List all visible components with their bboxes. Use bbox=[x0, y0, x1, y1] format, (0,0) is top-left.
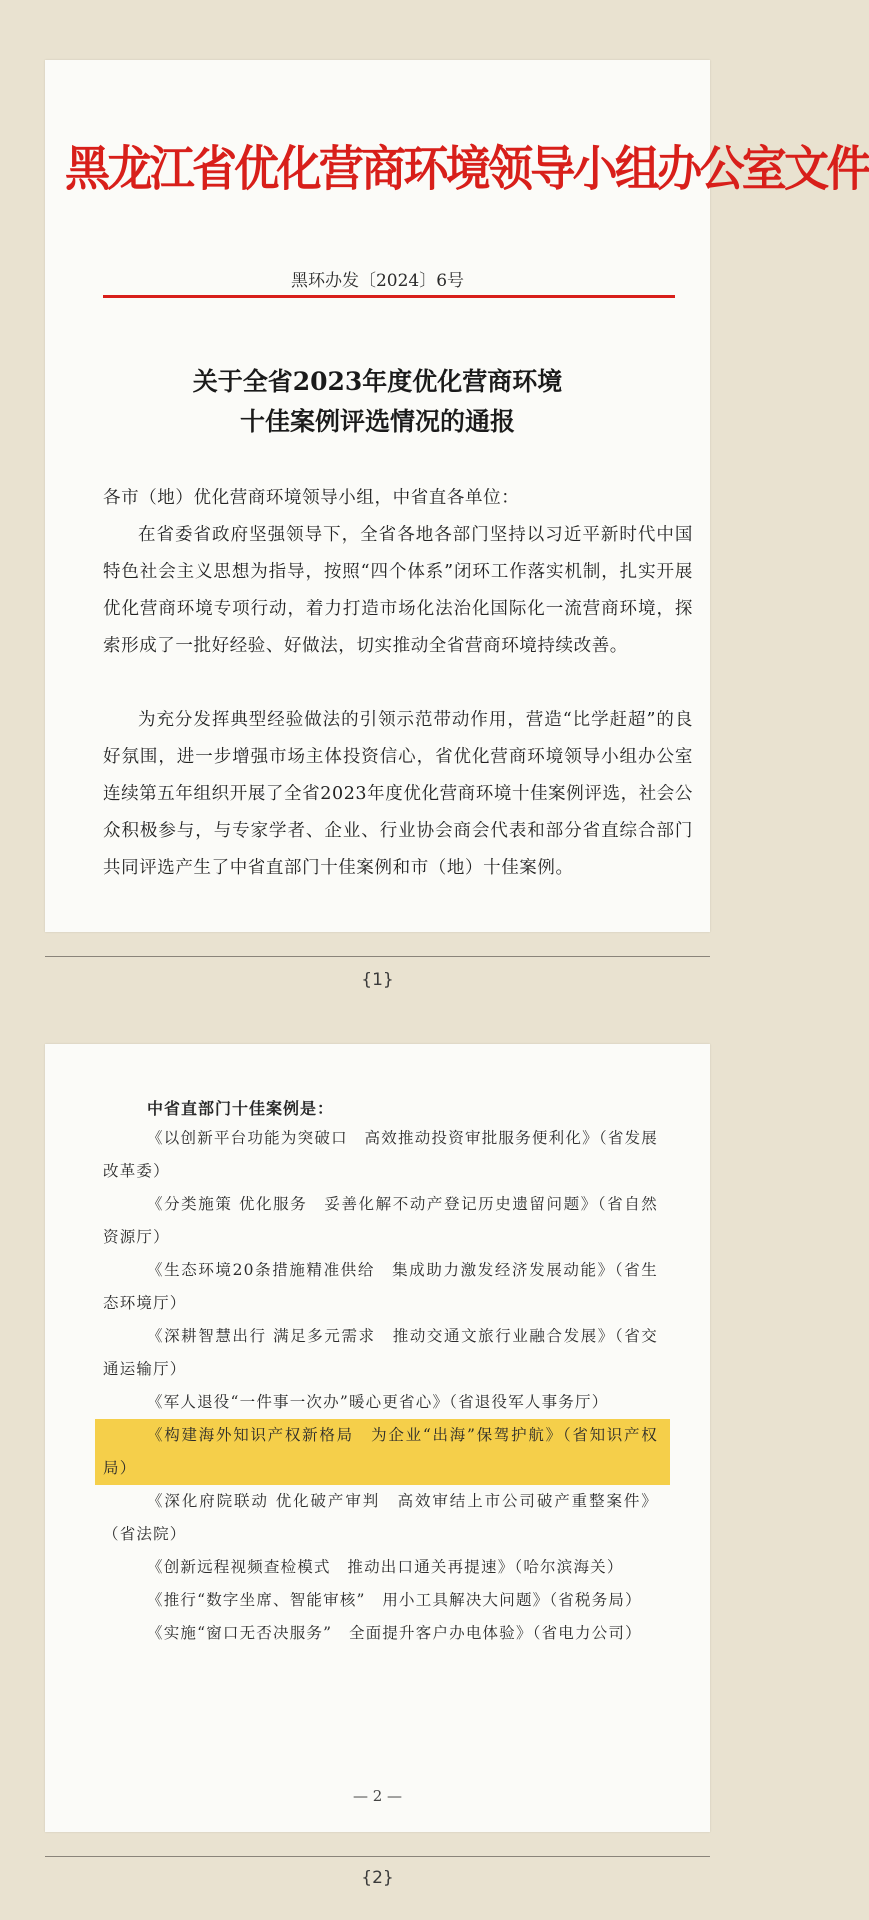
document-red-header: 黑龙江省优化营商环境领导小组办公室文件 bbox=[64, 141, 869, 197]
case-item: 《推行“数字坐席、智能审核” 用小工具解决大问题》（省税务局） bbox=[147, 1591, 642, 1609]
case-item: 《生态环境20条措施精准供给 集成助力激发经济发展动能》（省生态环境厅） bbox=[103, 1261, 658, 1312]
title-line-1: 关于全省2023年度优化营商环境 bbox=[192, 367, 563, 396]
caption-divider-1 bbox=[45, 956, 710, 957]
page-caption-1: {1} bbox=[361, 970, 394, 990]
document-title bbox=[45, 362, 710, 442]
case-list-heading: 中省直部门十佳案例是： bbox=[147, 1099, 335, 1118]
document-page-2 bbox=[45, 1044, 710, 1832]
case-item: 《军人退役“一件事一次办”暖心更省心》（省退役军人事务厅） bbox=[147, 1393, 609, 1411]
document-page-1 bbox=[45, 60, 869, 932]
case-item: 《深化府院联动 优化破产审判 高效审结上市公司破产重整案件》（省法院） bbox=[103, 1492, 658, 1543]
case-item: 《创新远程视频查检模式 推动出口通关再提速》（哈尔滨海关） bbox=[147, 1558, 624, 1576]
salutation: 各市（地）优化营商环境领导小组，中省直各单位： bbox=[103, 488, 520, 508]
page-caption-2: {2} bbox=[361, 1868, 394, 1888]
case-item-highlighted: 《构建海外知识产权新格局 为企业“出海”保驾护航》（省知识产权局） bbox=[95, 1419, 670, 1485]
case-item: 《分类施策 优化服务 妥善化解不动产登记历史遗留问题》（省自然资源厅） bbox=[103, 1195, 658, 1246]
case-list bbox=[103, 1122, 658, 1650]
case-item: 《实施“窗口无否决服务” 全面提升客户办电体验》（省电力公司） bbox=[147, 1624, 642, 1642]
title-line-2: 十佳案例评选情况的通报 bbox=[239, 407, 515, 436]
page-number: — 2 — bbox=[352, 1787, 403, 1805]
document-number: 黑环办发〔2024〕6号 bbox=[290, 271, 465, 291]
case-item: 《深耕智慧出行 满足多元需求 推动交通文旅行业融合发展》（省交通运输厅） bbox=[103, 1327, 658, 1378]
paragraph-2: 为充分发挥典型经验做法的引领示范带动作用，营造“比学赶超”的良好氛围，进一步增强市场主体投资信心，省优化营商环境领导小组办公室连续第五年组织开展了全省2023年度优化营商环境十佳案例评选，社会公众积极参与，与专家学者、企业、行业协会商会代表和部分省直综合部门共同评选产生了中省直部门十佳案例和市（地）十佳案例。 bbox=[103, 710, 693, 878]
caption-divider-2 bbox=[45, 1856, 710, 1857]
red-divider-line bbox=[103, 295, 675, 298]
paragraph-1: 在省委省政府坚强领导下，全省各地各部门坚持以习近平新时代中国特色社会主义思想为指导，按照“四个体系”闭环工作落实机制，扎实开展优化营商环境专项行动，着力打造市场化法治化国际化一流营商环境，探索形成了一批好经验、好做法，切实推动全省营商环境持续改善。 bbox=[103, 525, 693, 656]
case-item: 《以创新平台功能为突破口 高效推动投资审批服务便利化》（省发展改革委） bbox=[103, 1129, 658, 1180]
